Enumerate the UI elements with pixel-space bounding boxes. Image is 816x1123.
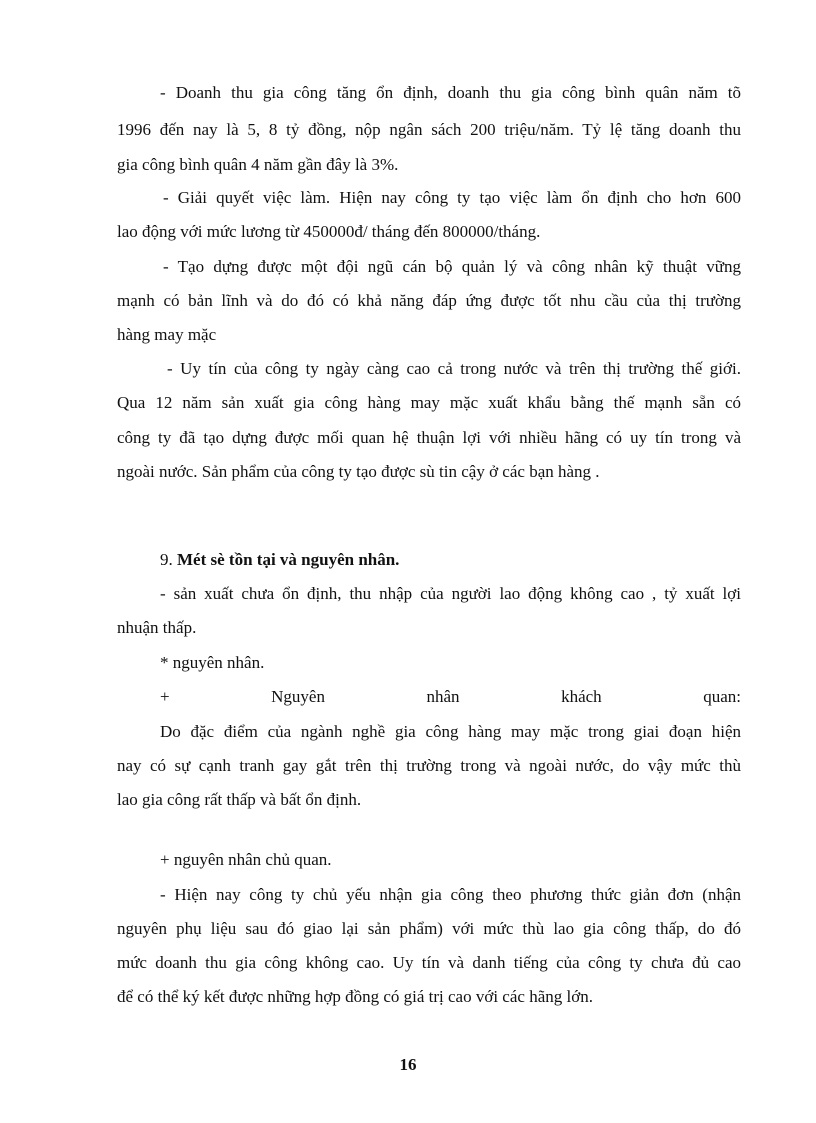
text-line: nguyên phụ liệu sau đó giao lại sản phẩm) với mức thù lao gia công thấp, do đó [117,919,741,938]
text-line: nhuận thấp. [117,618,197,637]
text-line: lao động với mức lương từ 450000đ/ tháng đến 800000/tháng. [117,222,541,241]
text-line: Qua 12 năm sản xuất gia công hàng may mặc xuất khẩu bằng thế mạnh sẵn có [117,393,741,412]
text-line: gia công bình quân 4 năm gần đây là 3%. [117,155,399,174]
text-line: lao gia công rất thấp và bất ổn định. [117,790,362,809]
spread-word: khách [561,687,602,706]
section-title: Mét sè tồn tại và nguyên nhân. [177,550,400,569]
text-line: - Giải quyết việc làm. Hiện nay công ty tạo việc làm ổn định cho hơn 600 [163,188,741,207]
section-heading [160,549,399,571]
text-line: ngoài nước. Sản phẩm của công ty tạo được sù tin cậy ở các bạn hàng . [117,462,600,481]
text-line: để có thể ký kết được những hợp đồng có giá trị cao với các hãng lớn. [117,987,593,1006]
text-line: công ty đã tạo dựng được mối quan hệ thuận lợi với nhiều hãng có uy tín trong và [117,428,741,447]
section-number: 9. [160,550,173,569]
cause-heading: * nguyên nhân. [160,653,265,672]
text-line: - sản xuất chưa ổn định, thu nhập của người lao động không cao , tỷ xuất lợi [160,584,741,603]
text-line: nay có sự cạnh tranh gay gắt trên thị trường trong và ngoài nước, do vậy mức thù [117,756,741,775]
text-line: - Doanh thu gia công tăng ổn định, doanh thu gia công bình quân năm tõ [160,83,741,102]
text-line: mức doanh thu gia công không cao. Uy tín và danh tiếng của công ty chưa đủ cao [117,953,741,972]
subjective-cause-heading: + nguyên nhân chủ quan. [160,850,332,869]
spread-word: Nguyên [271,687,325,706]
text-line: Do đặc điểm của ngành nghề gia công hàng may mặc trong giai đoạn hiện [160,722,741,741]
spread-word: quan: [703,687,741,706]
text-line: - Tạo dựng được một đội ngũ cán bộ quản lý và công nhân kỹ thuật vững [163,257,741,276]
text-line: hàng may mặc [117,325,217,344]
spread-word: nhân [426,687,460,706]
spread-word: + [160,687,170,706]
page-number: 16 [399,1055,417,1074]
text-line: - Uy tín của công ty ngày càng cao cả trong nước và trên thị trường thế giới. [167,359,741,378]
text-line: 1996 đến nay là 5, 8 tỷ đồng, nộp ngân sách 200 triệu/năm. Tỷ lệ tăng doanh thu [117,120,741,139]
text-line: - Hiện nay công ty chủ yếu nhận gia công theo phương thức giản đơn (nhận [160,885,741,904]
objective-cause-heading [160,686,741,708]
text-line: mạnh có bản lĩnh và do đó có khả năng đáp ứng được tốt nhu cầu của thị trường [117,291,741,310]
